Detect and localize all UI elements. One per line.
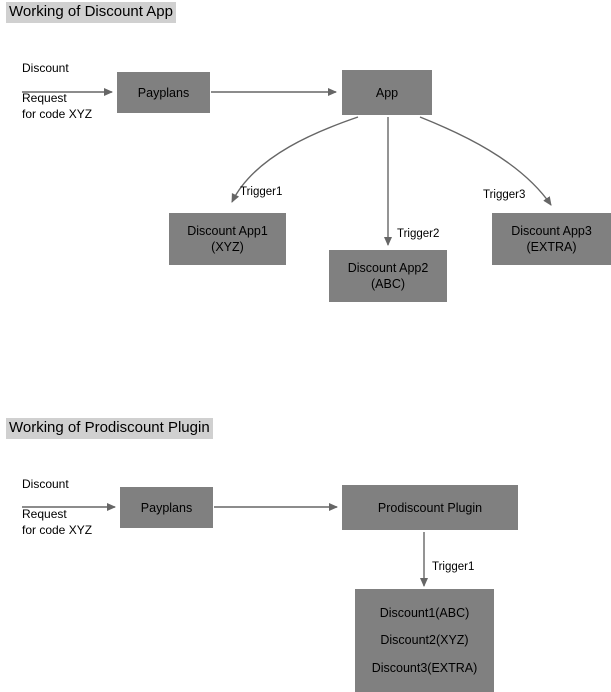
discount-list-item-2: Discount2(XYZ) (380, 633, 469, 648)
node-discount-app3-label: Discount App3 (511, 224, 592, 238)
node-discount-app1-label: Discount App1 (187, 224, 268, 238)
node-discount-app1[interactable] (169, 213, 286, 265)
input-label-discount-request-2 (22, 476, 92, 538)
edge-label-2-trigger1: Trigger1 (432, 561, 475, 573)
input-label-line-1: Discount (22, 61, 69, 75)
node-payplans-2[interactable] (120, 487, 213, 528)
node-payplans-1[interactable] (117, 72, 210, 113)
section-title-prodiscount-plugin: Working of Prodiscount Plugin (6, 418, 213, 439)
input-label-2-line-2: Request (22, 507, 67, 521)
edge-label-trigger1: Trigger1 (240, 186, 283, 198)
node-payplans-1-label: Payplans (137, 85, 190, 100)
discount-list-item-1: Discount1(ABC) (379, 605, 470, 620)
input-label-2-line-3: for code XYZ (22, 523, 93, 537)
section-title-discount-app: Working of Discount App (6, 2, 176, 23)
node-discount-app3-code: (EXTRA) (526, 240, 577, 254)
input-label-line-3: for code XYZ (22, 107, 93, 121)
edge-label-trigger3: Trigger3 (483, 189, 526, 201)
input-label-2-line-1: Discount (22, 477, 69, 491)
node-discount-app2[interactable] (329, 250, 447, 302)
node-payplans-2-label: Payplans (140, 500, 193, 515)
node-discount-app2-code: (ABC) (370, 277, 406, 291)
input-label-line-2: Request (22, 91, 67, 105)
input-label-discount-request-1 (22, 60, 92, 122)
node-discount-app2-label: Discount App2 (347, 261, 429, 275)
node-discount-app3[interactable] (492, 213, 611, 265)
node-prodiscount-plugin[interactable] (342, 485, 518, 530)
node-app-label: App (375, 85, 399, 100)
node-discount-app1-code: (XYZ) (211, 240, 244, 254)
node-discount-list[interactable] (355, 589, 494, 692)
node-prodiscount-plugin-label: Prodiscount Plugin (377, 500, 483, 515)
discount-list-item-3: Discount3(EXTRA) (371, 661, 478, 676)
edge-label-trigger2: Trigger2 (397, 228, 440, 240)
node-app[interactable] (342, 70, 432, 115)
